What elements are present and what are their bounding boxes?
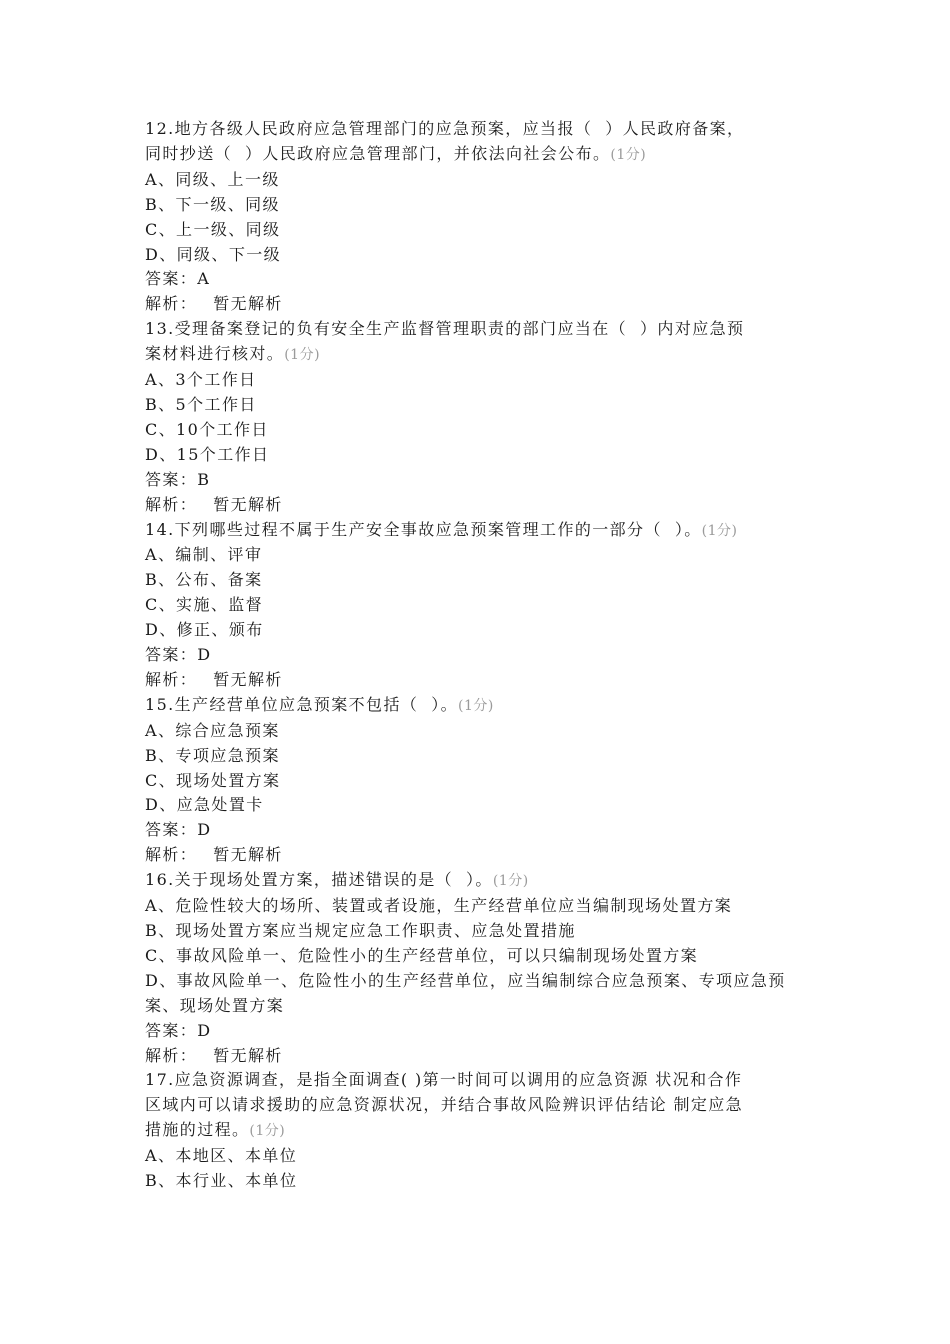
option-a: A、编制、评审	[145, 545, 263, 565]
option-d: D、修正、颁布	[145, 620, 264, 640]
answer: 答案：D	[145, 1020, 212, 1040]
option-d: D、同级、下一级	[145, 244, 282, 264]
question-15	[145, 693, 810, 868]
question-13	[145, 317, 810, 517]
score-label: (1分)	[701, 522, 738, 539]
question-stem-line: 同时抄送（ ）人民政府应急管理部门，并依法向社会公布。(1分)	[145, 143, 647, 163]
analysis: 解析： 暂无解析	[145, 845, 283, 865]
answer: 答案：A	[145, 269, 211, 289]
question-stem-line: 13.受理备案登记的负有安全生产监督管理职责的部门应当在（ ）内对应急预	[145, 319, 745, 339]
question-stem-line: 措施的过程。(1分)	[145, 1120, 286, 1140]
option-b: B、公布、备案	[145, 570, 263, 590]
score-label: (1分)	[458, 697, 494, 714]
option-a: A、综合应急预案	[145, 720, 280, 740]
option-c: C、上一级、同级	[145, 219, 281, 239]
option-b: B、5个工作日	[145, 394, 257, 414]
option-c: C、实施、监督	[145, 595, 264, 615]
answer: 答案：D	[145, 645, 212, 665]
question-17	[145, 1068, 810, 1194]
answer: 答案：D	[145, 820, 212, 840]
question-stem-line: 12.地方各级人民政府应急管理部门的应急预案，应当报（ ）人民政府备案，	[145, 119, 745, 138]
option-d: D、应急处置卡	[145, 795, 264, 815]
option-d: D、15个工作日	[145, 444, 270, 464]
score-label: (1分)	[284, 347, 321, 364]
question-stem-line: 15.生产经营单位应急预案不包括（ ）。(1分)	[145, 694, 494, 714]
option-b: B、下一级、同级	[145, 194, 280, 214]
option-c: C、事故风险单一、危险性小的生产经营单位，可以只编制现场处置方案	[145, 945, 699, 965]
option-b: B、专项应急预案	[145, 745, 280, 765]
question-12	[145, 117, 810, 317]
analysis: 解析： 暂无解析	[145, 494, 283, 514]
answer: 答案：B	[145, 469, 211, 489]
option-c: C、现场处置方案	[145, 770, 281, 790]
option-b: B、本行业、本单位	[145, 1171, 298, 1191]
option-d: D、事故风险单一、危险性小的生产经营单位，应当编制综合应急预案、专项应急预案、现场处置方案	[145, 970, 786, 1015]
option-a: A、危险性较大的场所、装置或者设施，生产经营单位应当编制现场处置方案	[145, 896, 733, 916]
option-a: A、同级、上一级	[145, 169, 280, 189]
analysis: 解析： 暂无解析	[145, 1045, 283, 1065]
option-a: A、本地区、本单位	[145, 1146, 298, 1166]
question-stem-line: 14.下列哪些过程不属于生产安全事故应急预案管理工作的一部分（ ）。(1分)	[145, 519, 738, 539]
question-stem-line: 区域内可以请求援助的应急资源状况，并结合事故风险辨识评估结论 制定应急	[145, 1095, 744, 1115]
score-label: (1分)	[610, 146, 647, 163]
question-stem-line: 17.应急资源调查，是指全面调查( )第一时间可以调用的应急资源 状况和合作	[145, 1070, 743, 1090]
document-page	[145, 117, 810, 1194]
question-stem-line: 案材料进行核对。(1分)	[145, 344, 321, 364]
option-a: A、3个工作日	[145, 370, 257, 390]
question-14	[145, 518, 810, 693]
question-16	[145, 868, 810, 1068]
score-label: (1分)	[492, 873, 529, 890]
analysis: 解析： 暂无解析	[145, 294, 283, 314]
score-label: (1分)	[249, 1123, 286, 1140]
option-c: C、10个工作日	[145, 419, 269, 439]
question-stem-line: 16.关于现场处置方案，描述错误的是（ ）。(1分)	[145, 870, 529, 890]
analysis: 解析： 暂无解析	[145, 669, 283, 689]
option-b: B、现场处置方案应当规定应急工作职责、应急处置措施	[145, 921, 576, 940]
